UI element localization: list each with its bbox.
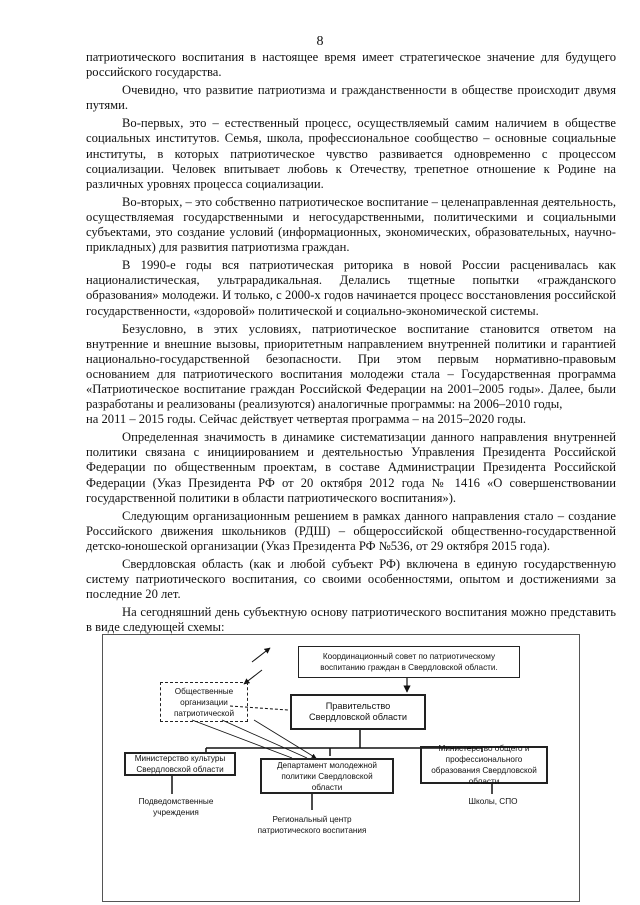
public-orgs-box: Общественные организации патриотической bbox=[160, 682, 248, 722]
page-number: 8 bbox=[316, 34, 324, 49]
schools-label: Школы, СПО bbox=[468, 797, 518, 806]
paragraph-4: Во-вторых, – это собственно патриотическое воспитание – целенаправленная деятельность, осуществляемая государственными и негосударственными, политическими и социальными субъектами, это создание условий (информационных, экономических, образовательных, научно-прикладных) для развития патриотизма граждан. bbox=[86, 194, 616, 255]
subordinate-label: Подведомственные учреждения bbox=[138, 797, 214, 817]
paragraph-5: В 1990-е годы вся патриотическая риторика в новой России расценивалась как националистическая, ультрарадикальная. Делались тщетные попытки «гражданского образования» молодежи. И только, с 2000-х годов начинается процесс восстановления российской государственности, «здоровой» политической и социально-экономической системы. bbox=[86, 258, 616, 318]
paragraph-9: Следующим организационным решением в рамках данного направления стало – создание Российского движения школьников (РДШ) – общероссийской общественно-государственной детско-юношеской организации (Указ Президента РФ №536, от 29 октября 2015 года). bbox=[86, 508, 616, 553]
org-diagram bbox=[102, 634, 580, 902]
ministry-education-box: Министерство общего и профессионального образования Свердловской области bbox=[420, 746, 548, 784]
arrow-to-council bbox=[252, 648, 270, 662]
paragraph-11: На сегодняшний день субъектную основу патриотического воспитания можно представить в виде следующей схемы: bbox=[86, 605, 616, 635]
body-text bbox=[86, 50, 616, 635]
paragraph-6: Безусловно, в этих условиях, патриотическое воспитание становится ответом на внутренние и внешние вызовы, приоритетным направлением внутренней политики и гарантией национально-государственной безопасности. При этом первым нормативно-правовым основанием для патриотического воспитания молодежи стала – Государственная программа «Патриотическое воспитание граждан Российской Федерации на 2001–2005 годы». Далее, были разработаны и реализованы (реализуются) аналогичные программы: на 2006–2010 годы, bbox=[86, 321, 616, 412]
dept-youth-box: Департамент молодежной политики Свердловской области bbox=[260, 758, 394, 794]
paragraph-7: на 2011 – 2015 годы. Сейчас действует четвертая программа – на 2015–2020 годы. bbox=[86, 412, 527, 427]
paragraph-10: Свердловская область (как и любой субъект РФ) включена в единую государственную систему патриотического воспитания, со своими особенностями, опытом и достижениями за последние 20 лет. bbox=[86, 557, 616, 602]
paragraph-2: Очевидно, что развитие патриотизма и гражданственности в обществе происходит двумя путями. bbox=[86, 83, 616, 113]
paragraph-8: Определенная значимость в динамике систематизации данного направления внутренней политики связана с инициированием и деятельностью Управления Президента Российской Федерации по общественным проектам, в составе Администрации Президента Российской Федерации (Указ Президента РФ от 20 октября 2012 года № 1416 «О совершенствовании государственной политики в области патриотического воспитания»). bbox=[86, 430, 616, 505]
paragraph-3: Во-первых, это – естественный процесс, осуществляемый самим наличием в обществе социальных институтов. Семья, школа, профессиональное сообщество – основные социальные институты, в которых патриотическое чувство развивается одновременно с процессом социализации. Человек впитывает любовь к Отечеству, трепетное отношение к Родине на различных уровнях процесса социализации. bbox=[86, 116, 616, 191]
regional-center-label: Региональный центр патриотического воспитания bbox=[257, 815, 367, 835]
ministry-culture-box: Министерство культуры Свердловской области bbox=[124, 752, 236, 776]
paragraph-1: патриотического воспитания в настоящее время имеет стратегическое значение для будущего российского государства. bbox=[86, 50, 616, 80]
coord-council-box: Координационный совет по патриотическому воспитанию граждан в Свердловской области. bbox=[298, 646, 520, 678]
government-box: Правительство Свердловской области bbox=[290, 694, 426, 730]
